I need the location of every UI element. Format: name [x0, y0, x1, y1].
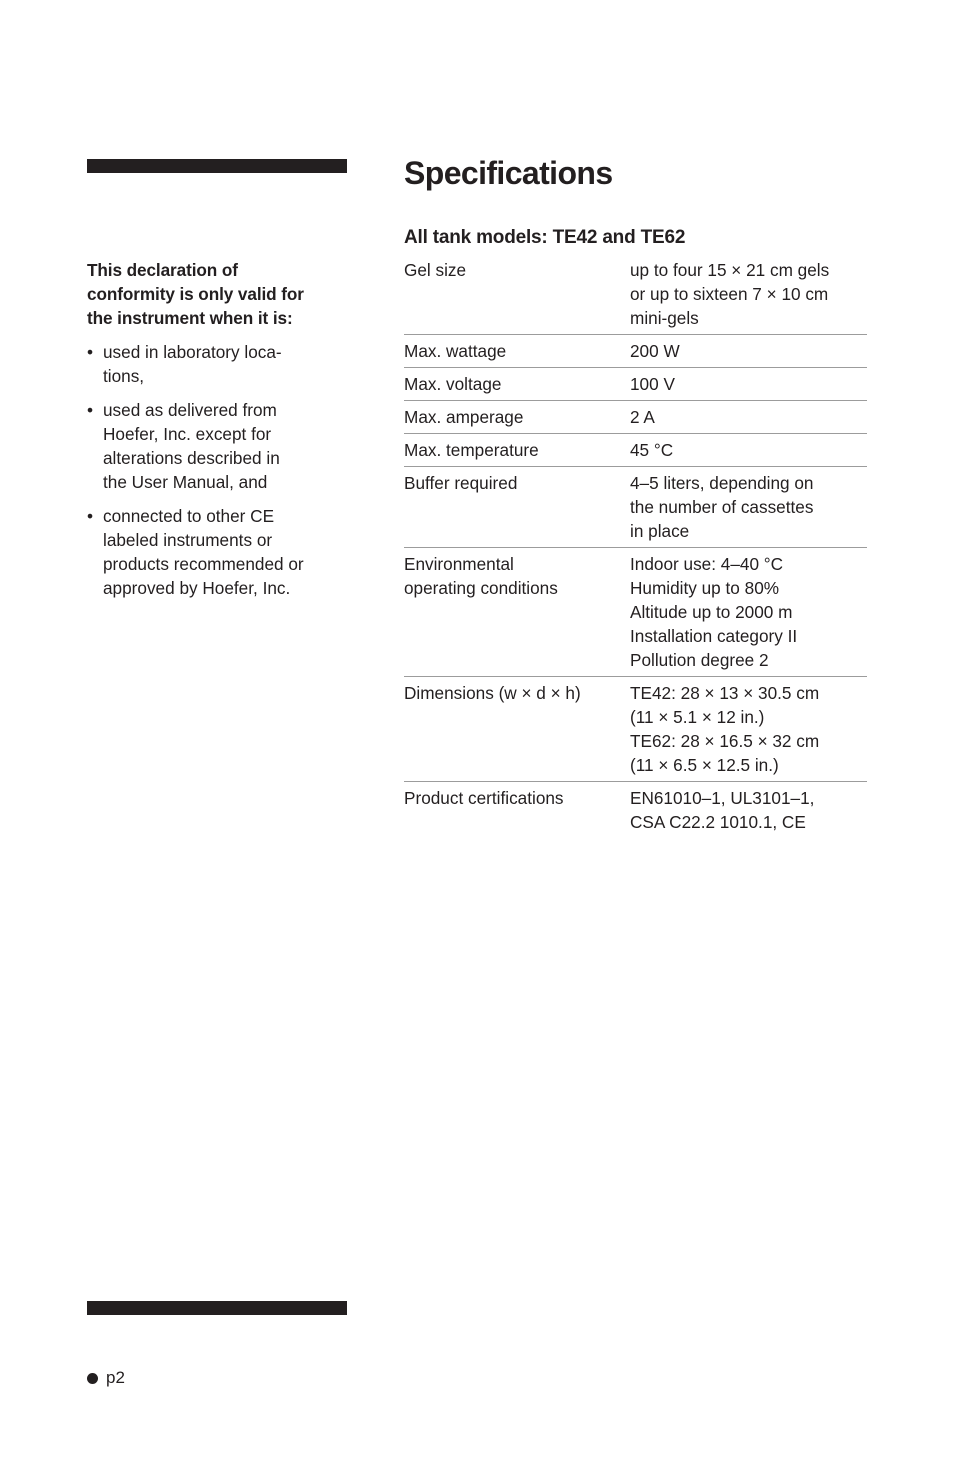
declaration-sidebar — [87, 258, 337, 610]
table-row — [404, 258, 867, 335]
spec-value: 100 V — [630, 368, 867, 401]
table-row — [404, 401, 867, 434]
condition-item: • connected to other CE labeled instruments or products recommended or approved by Hoefer, Inc. — [87, 504, 337, 600]
page-title: Specifications — [404, 155, 613, 191]
spec-label: Max. temperature — [404, 434, 630, 467]
spec-label: Buffer required — [404, 467, 630, 548]
specifications-table — [404, 258, 867, 838]
table-row — [404, 548, 867, 677]
header-rule — [87, 159, 347, 173]
spec-value: 4–5 liters, depending on the number of cassettes in place — [630, 467, 867, 548]
table-row — [404, 434, 867, 467]
spec-value: 2 A — [630, 401, 867, 434]
footer-rule — [87, 1301, 347, 1315]
table-row — [404, 467, 867, 548]
spec-value: EN61010–1, UL3101–1, CSA C22.2 1010.1, CE — [630, 782, 867, 839]
spec-label: Environmental operating conditions — [404, 548, 630, 677]
spec-value: TE42: 28 × 13 × 30.5 cm (11 × 5.1 × 12 in.) TE62: 28 × 16.5 × 32 cm (11 × 6.5 × 12.5 in.) — [630, 677, 867, 782]
bullet-dot-icon — [87, 1373, 98, 1384]
spec-label: Max. amperage — [404, 401, 630, 434]
section-title: All tank models: TE42 and TE62 — [404, 227, 686, 248]
spec-value: 45 °C — [630, 434, 867, 467]
condition-item: • used as delivered from Hoefer, Inc. except for alterations described in the User Manual, and — [87, 398, 337, 494]
spec-value: up to four 15 × 21 cm gels or up to sixteen 7 × 10 cm mini-gels — [630, 260, 830, 328]
spec-label: Dimensions (w × d × h) — [404, 677, 630, 782]
table-row — [404, 368, 867, 401]
spec-label: Gel size — [404, 260, 467, 280]
spec-label: Max. voltage — [404, 368, 630, 401]
conditions-list — [87, 340, 337, 600]
table-row — [404, 782, 867, 839]
declaration-title: This declaration of conformity is only valid for the instrument when it is: — [87, 260, 304, 328]
page-footer — [87, 1366, 125, 1390]
spec-value: Indoor use: 4–40 °C Humidity up to 80% Altitude up to 2000 m Installation category II Pollution degree 2 — [630, 548, 867, 677]
page-number: p2 — [106, 1368, 125, 1387]
spec-label: Max. wattage — [404, 335, 630, 368]
spec-value: 200 W — [630, 335, 867, 368]
spec-label: Product certifications — [404, 782, 630, 839]
condition-item: • used in laboratory loca- tions, — [87, 340, 337, 388]
table-row — [404, 335, 867, 368]
table-row — [404, 677, 867, 782]
